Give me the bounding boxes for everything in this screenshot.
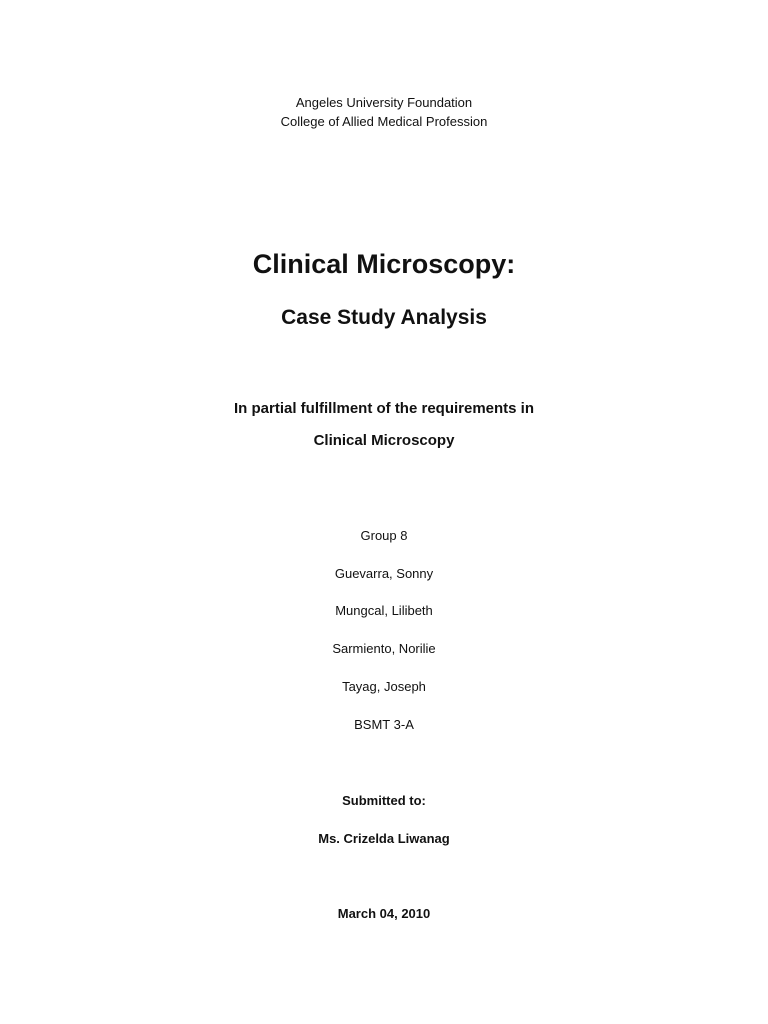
group-member: Sarmiento, Norilie [332,641,436,656]
document-subtitle: Case Study Analysis [281,306,487,329]
group-name: Group 8 [360,528,408,543]
recipient-name: Ms. Crizelda Liwanag [318,831,450,846]
requirement-line-1: In partial fulfillment of the requirements in [233,400,535,417]
institution-name: Angeles University Foundation [295,95,473,110]
group-member: Guevarra, Sonny [334,566,434,581]
group-member: Mungcal, Lilibeth [335,603,433,618]
requirement-line-2: Clinical Microscopy [313,432,455,449]
section-label: BSMT 3-A [354,717,414,732]
college-name: College of Allied Medical Profession [280,114,488,129]
document-title: Clinical Microscopy: [252,249,516,279]
submission-date: March 04, 2010 [337,906,431,921]
submitted-to-label: Submitted to: [342,793,426,808]
group-member: Tayag, Joseph [342,679,426,694]
